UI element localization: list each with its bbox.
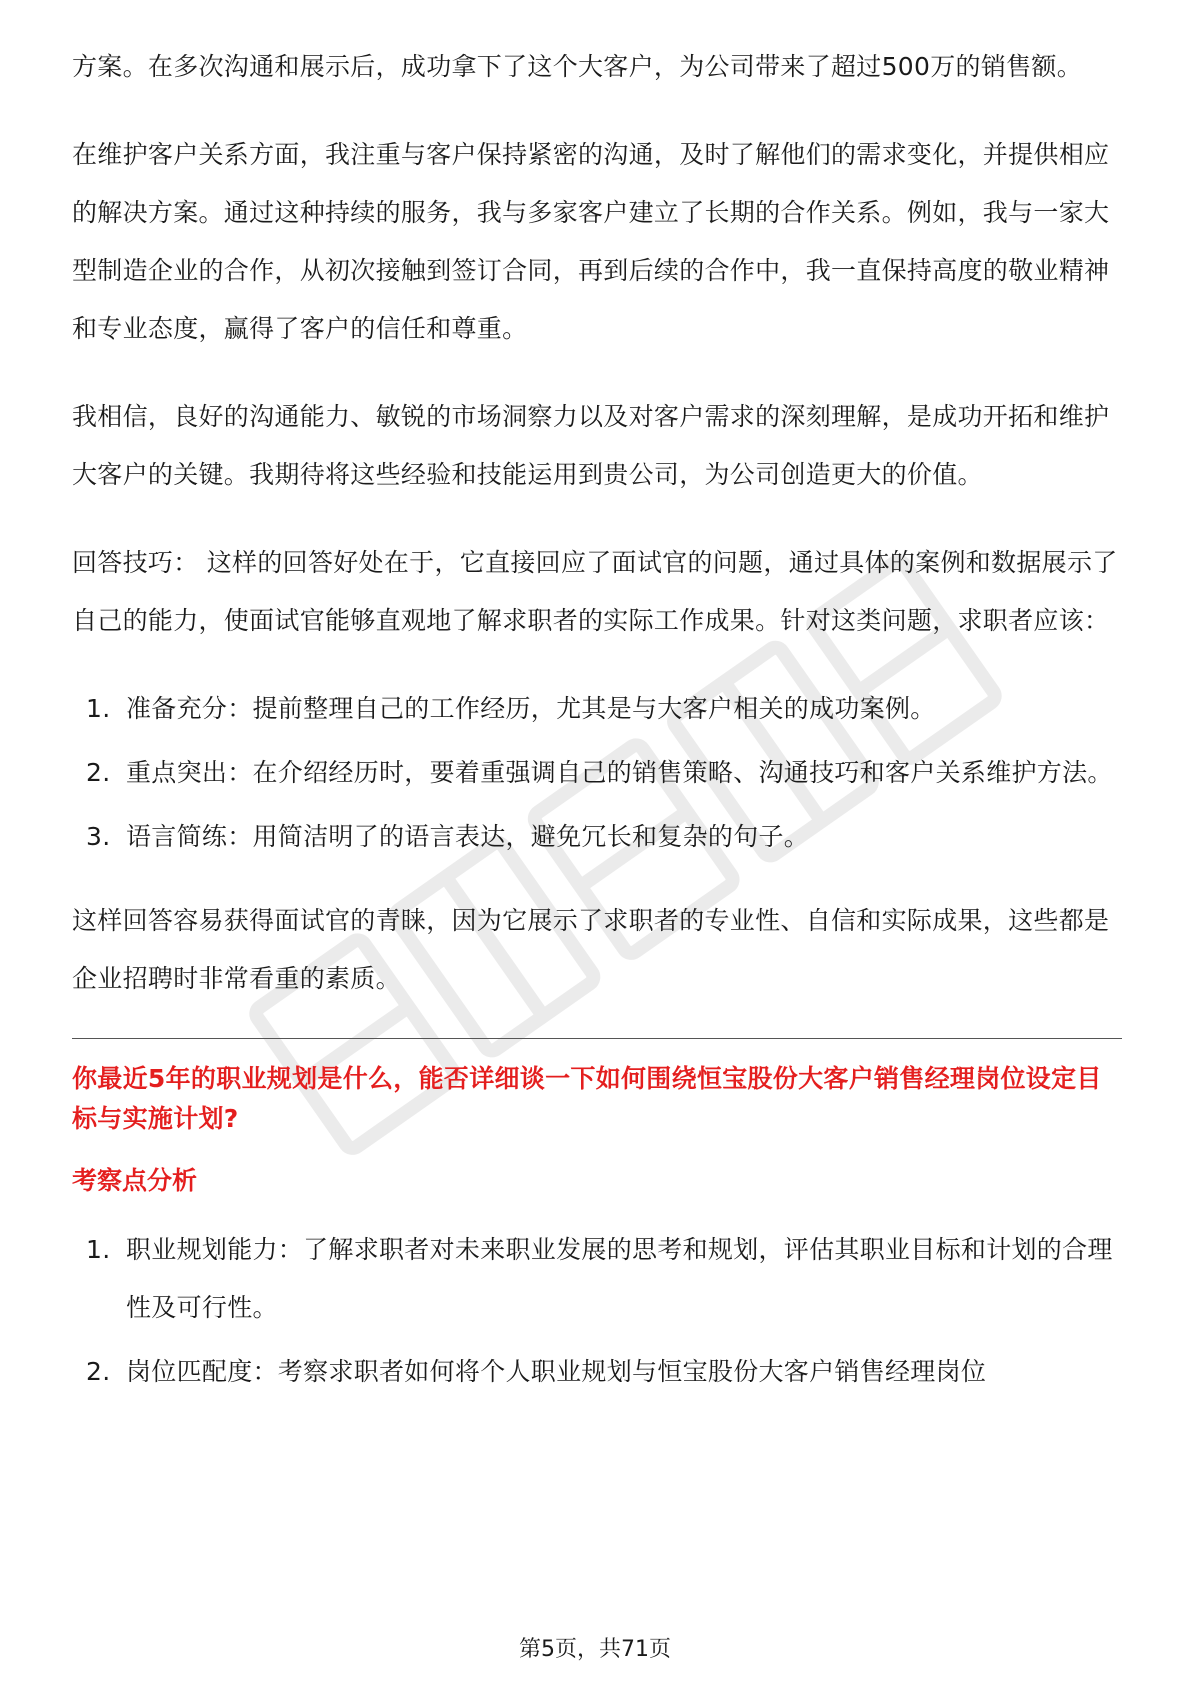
list-item-text: 岗位匹配度：考察求职者如何将个人职业规划与恒宝股份大客户销售经理岗位: [126, 1357, 987, 1386]
closing-paragraph: 这样回答容易获得面试官的青睐，因为它展示了求职者的专业性、自信和实际成果，这些都是企业招聘时非常看重的素质。: [72, 906, 1110, 993]
paragraph-answer-tips: 回答技巧： 这样的回答好处在于，它直接回应了面试官的问题，通过具体的案例和数据展示了自己的能力，使面试官能够直观地了解求职者的实际工作成果。针对这类问题，求职者应该：: [72, 548, 1118, 635]
list-number: 2.: [86, 1357, 111, 1386]
list-item: [72, 808, 1122, 866]
list-item: [72, 1343, 1122, 1401]
question-heading: 你最近5年的职业规划是什么，能否详细谈一下如何围绕恒宝股份大客户销售经理岗位设定目标与实施计划?: [72, 1064, 1102, 1133]
paragraph-2: 在维护客户关系方面，我注重与客户保持紧密的沟通，及时了解他们的需求变化，并提供相应的解决方案。通过这种持续的服务，我与多家客户建立了长期的合作关系。例如，我与一家大型制造企业的合作，从初次接触到签订合同，再到后续的合作中，我一直保持高度的敬业精神和专业态度，赢得了客户的信任和尊重。: [72, 140, 1110, 343]
list-item: [72, 1221, 1122, 1337]
list-item: [72, 744, 1122, 802]
list-number: 1.: [86, 694, 111, 723]
list-item-text: 语言简练：用简洁明了的语言表达，避免冗长和复杂的句子。: [126, 822, 810, 851]
list-number: 3.: [86, 822, 111, 851]
list-number: 1.: [86, 1235, 111, 1264]
list-item-text: 重点突出：在介绍经历时，要着重强调自己的销售策略、沟通技巧和客户关系维护方法。: [126, 758, 1113, 787]
analysis-list: [72, 1221, 1122, 1401]
list-number: 2.: [86, 758, 111, 787]
page-footer: 第5页，共71页: [519, 1637, 671, 1662]
tips-list: [72, 680, 1122, 866]
paragraph-1: 方案。在多次沟通和展示后，成功拿下了这个大客户，为公司带来了超过500万的销售额。: [72, 52, 1083, 81]
paragraph-3: 我相信，良好的沟通能力、敏锐的市场洞察力以及对客户需求的深刻理解，是成功开拓和维护大客户的关键。我期待将这些经验和技能运用到贵公司，为公司创造更大的价值。: [72, 402, 1110, 489]
analysis-title: 考察点分析: [72, 1166, 198, 1195]
list-item: [72, 680, 1122, 738]
list-item-text: 职业规划能力：了解求职者对未来职业发展的思考和规划，评估其职业目标和计划的合理性及可行性。: [126, 1235, 1113, 1322]
section-divider: [72, 1038, 1122, 1039]
list-item-text: 准备充分：提前整理自己的工作经历，尤其是与大客户相关的成功案例。: [126, 694, 936, 723]
main-content: [72, 38, 1122, 1427]
